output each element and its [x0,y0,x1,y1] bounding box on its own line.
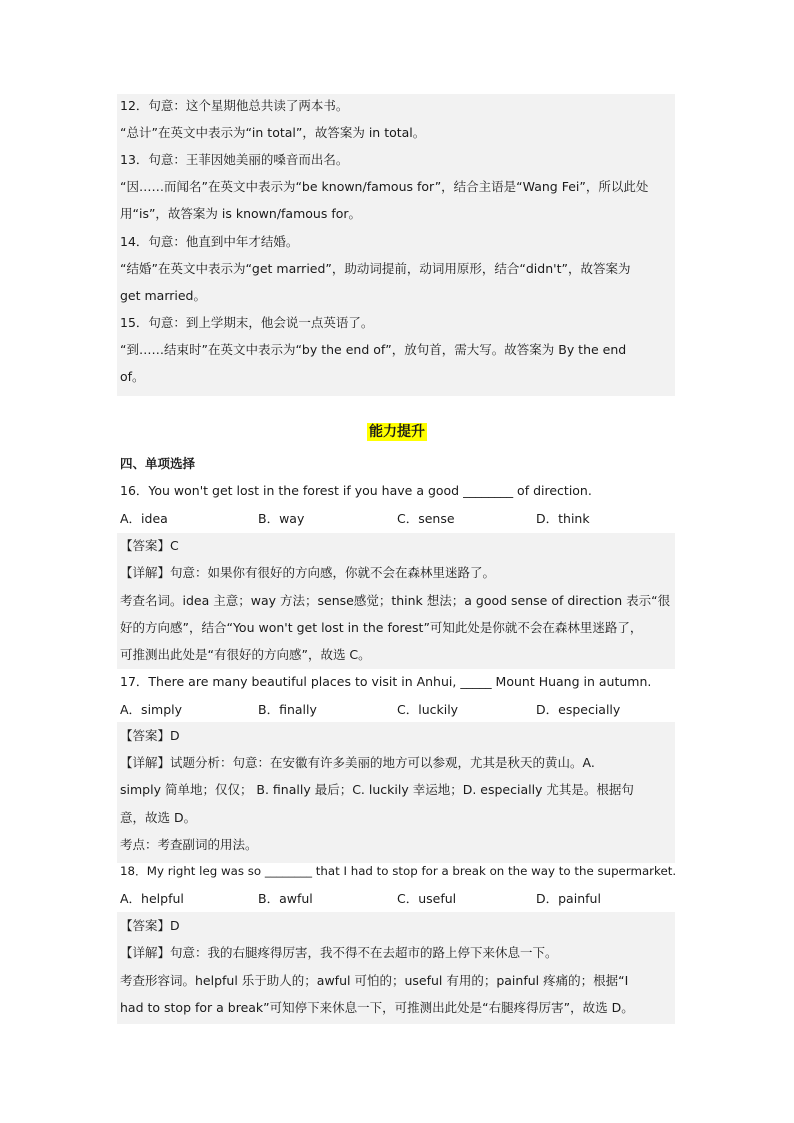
explanation-line: 可推测出此处是“有很好的方向感”，故选 C。 [120,647,371,662]
answer-line: “结婚”在英文中表示为“get married”，助动词提前，动词用原形，结合“didn't”，故答案为 [120,261,631,276]
option-c[interactable]: C．sense [397,511,455,526]
section-title-text: 能力提升 [369,424,425,440]
answer-line: 13．句意：王菲因她美丽的嗓音而出名。 [120,152,349,167]
explanation-line: 考点：考查副词的用法。 [120,837,258,852]
answer-label: 【答案】C [120,538,179,553]
option-a[interactable]: A．helpful [120,891,184,906]
answer-line: “因……而闻名”在英文中表示为“be known/famous for”，结合主语是“Wang Fei”，所以此处 [120,179,649,194]
answer-label: 【答案】D [120,918,180,933]
option-a[interactable]: A．idea [120,511,168,526]
answer-line: of。 [120,369,145,384]
option-d[interactable]: D．painful [536,891,601,906]
question-stem: 16．You won't get lost in the forest if you have a good ________ of direction. [120,483,592,498]
explanation-line: 考查形容词。helpful 乐于助人的；awful 可怕的；useful 有用的；painful 疼痛的；根据“I [120,973,629,988]
section-title [0,420,794,444]
answer-line: 15．句意：到上学期末，他会说一点英语了。 [120,315,374,330]
question-stem: 18．My right leg was so ________ that I had to stop for a break on the way to the supermarket. [120,864,677,878]
explanation-line: 【详解】试题分析：句意：在安徽有许多美丽的地方可以参观，尤其是秋天的黄山。A. [120,755,595,770]
option-c[interactable]: C．useful [397,891,457,906]
explanation-line: 考查名词。idea 主意；way 方法；sense感觉；think 想法；a good sense of direction 表示“很 [120,593,671,608]
answer-line: 12．句意：这个星期他总共读了两本书。 [120,98,349,113]
explanation-line: had to stop for a break”可知停下来休息一下，可推测出此处是“右腿疼得厉害”，故选 D。 [120,1000,634,1015]
question-stem: 17．There are many beautiful places to visit in Anhui, _____ Mount Huang in autumn. [120,674,652,689]
explanation-line: 意，故选 D。 [120,810,197,825]
option-b[interactable]: B．finally [258,702,317,717]
option-b[interactable]: B．way [258,511,305,526]
explanation-line: 【详解】句意：如果你有很好的方向感，你就不会在森林里迷路了。 [120,565,496,580]
option-d[interactable]: D．especially [536,702,621,717]
option-a[interactable]: A．simply [120,702,183,717]
answer-line: 14．句意：他直到中年才结婚。 [120,234,299,249]
option-c[interactable]: C．luckily [397,702,459,717]
option-b[interactable]: B．awful [258,891,313,906]
explanation-line: 好的方向感”，结合“You won't get lost in the forest”可知此处是你就不会在森林里迷路了， [120,620,643,635]
part-heading: 四、单项选择 [120,456,196,471]
answer-line: 用“is”，故答案为 is known/famous for。 [120,206,362,221]
option-d[interactable]: D．think [536,511,590,526]
explanation-line: 【详解】句意：我的右腿疼得厉害，我不得不在去超市的路上停下来休息一下。 [120,945,558,960]
answer-label: 【答案】D [120,728,180,743]
answer-line: “到……结束时”在英文中表示为“by the end of”，放句首，需大写。故答案为 By the end [120,342,627,357]
answer-line: get married。 [120,288,206,303]
explanation-line: simply 简单地；仅仅； B. finally 最后；C. luckily 幸运地；D. especially 尤其是。根据句 [120,782,634,797]
answer-line: “总计”在英文中表示为“in total”，故答案为 in total。 [120,125,426,140]
